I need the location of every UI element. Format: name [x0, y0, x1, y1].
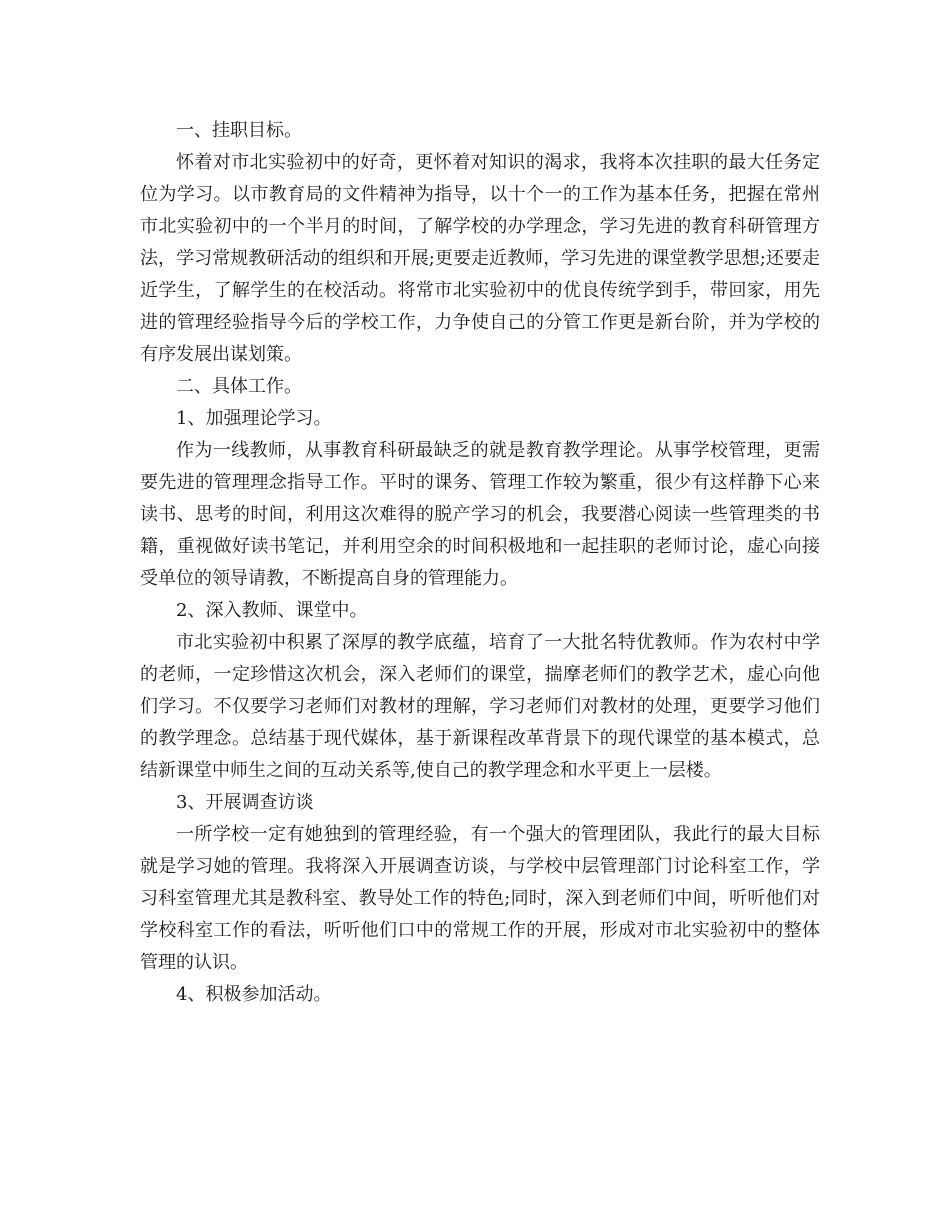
- paragraph-theory: 作为一线教师，从事教育科研最缺乏的就是教育教学理论。从事学校管理，更需要先进的管理理念指导工作。平时的课务、管理工作较为繁重，很少有这样静下心来读书、思考的时间，利用这次难得的脱产学习的机会，我要潜心阅读一些管理类的书籍，重视做好读书笔记，并利用空余的时间积极地和一起挂职的老师讨论，虚心向接受单位的领导请教，不断提高自身的管理能力。: [140, 440, 820, 589]
- section-heading-goal: 一、挂职目标。: [176, 120, 302, 141]
- document-body: [140, 115, 820, 1011]
- paragraph-classroom: 市北实验初中积累了深厚的教学底蕴，培育了一大批名特优教师。作为农村中学的老师，一定珍惜这次机会，深入老师们的课堂，揣摩老师们的教学艺术，虚心向他们学习。不仅要学习老师们对教材的理解，学习老师们对教材的处理，更要学习他们的教学理念。总结基于现代媒体，基于新课程改革背景下的现代课堂的基本模式，总结新课堂中师生之间的互动关系等,使自己的教学理念和水平更上一层楼。: [140, 632, 820, 781]
- subheading-classroom: 2、深入教师、课堂中。: [176, 600, 368, 621]
- paragraph-survey: 一所学校一定有她独到的管理经验，有一个强大的管理团队，我此行的最大目标就是学习她的管理。我将深入开展调查访谈，与学校中层管理部门讨论科室工作，学习科室管理尤其是教科室、教导处工作的特色;同时，深入到老师们中间，听听他们对学校科室工作的看法，听听他们口中的常规工作的开展，形成对市北实验初中的整体管理的认识。: [140, 824, 820, 973]
- subheading-activities: 4、积极参加活动。: [176, 984, 332, 1005]
- section-heading-work: 二、具体工作。: [176, 376, 302, 397]
- subheading-survey: 3、开展调查访谈: [176, 792, 314, 813]
- paragraph-goal: 怀着对市北实验初中的好奇，更怀着对知识的渴求，我将本次挂职的最大任务定位为学习。以市教育局的文件精神为指导，以十个一的工作为基本任务，把握在常州市北实验初中的一个半月的时间，了解学校的办学理念，学习先进的教育科研管理方法，学习常规教研活动的组织和开展;更要走近教师，学习先进的课堂教学思想;还要走近学生，了解学生的在校活动。将常市北实验初中的优良传统学到手，带回家，用先进的管理经验指导今后的学校工作，力争使自己的分管工作更是新台阶，并为学校的有序发展出谋划策。: [140, 152, 820, 365]
- subheading-theory: 1、加强理论学习。: [176, 408, 332, 429]
